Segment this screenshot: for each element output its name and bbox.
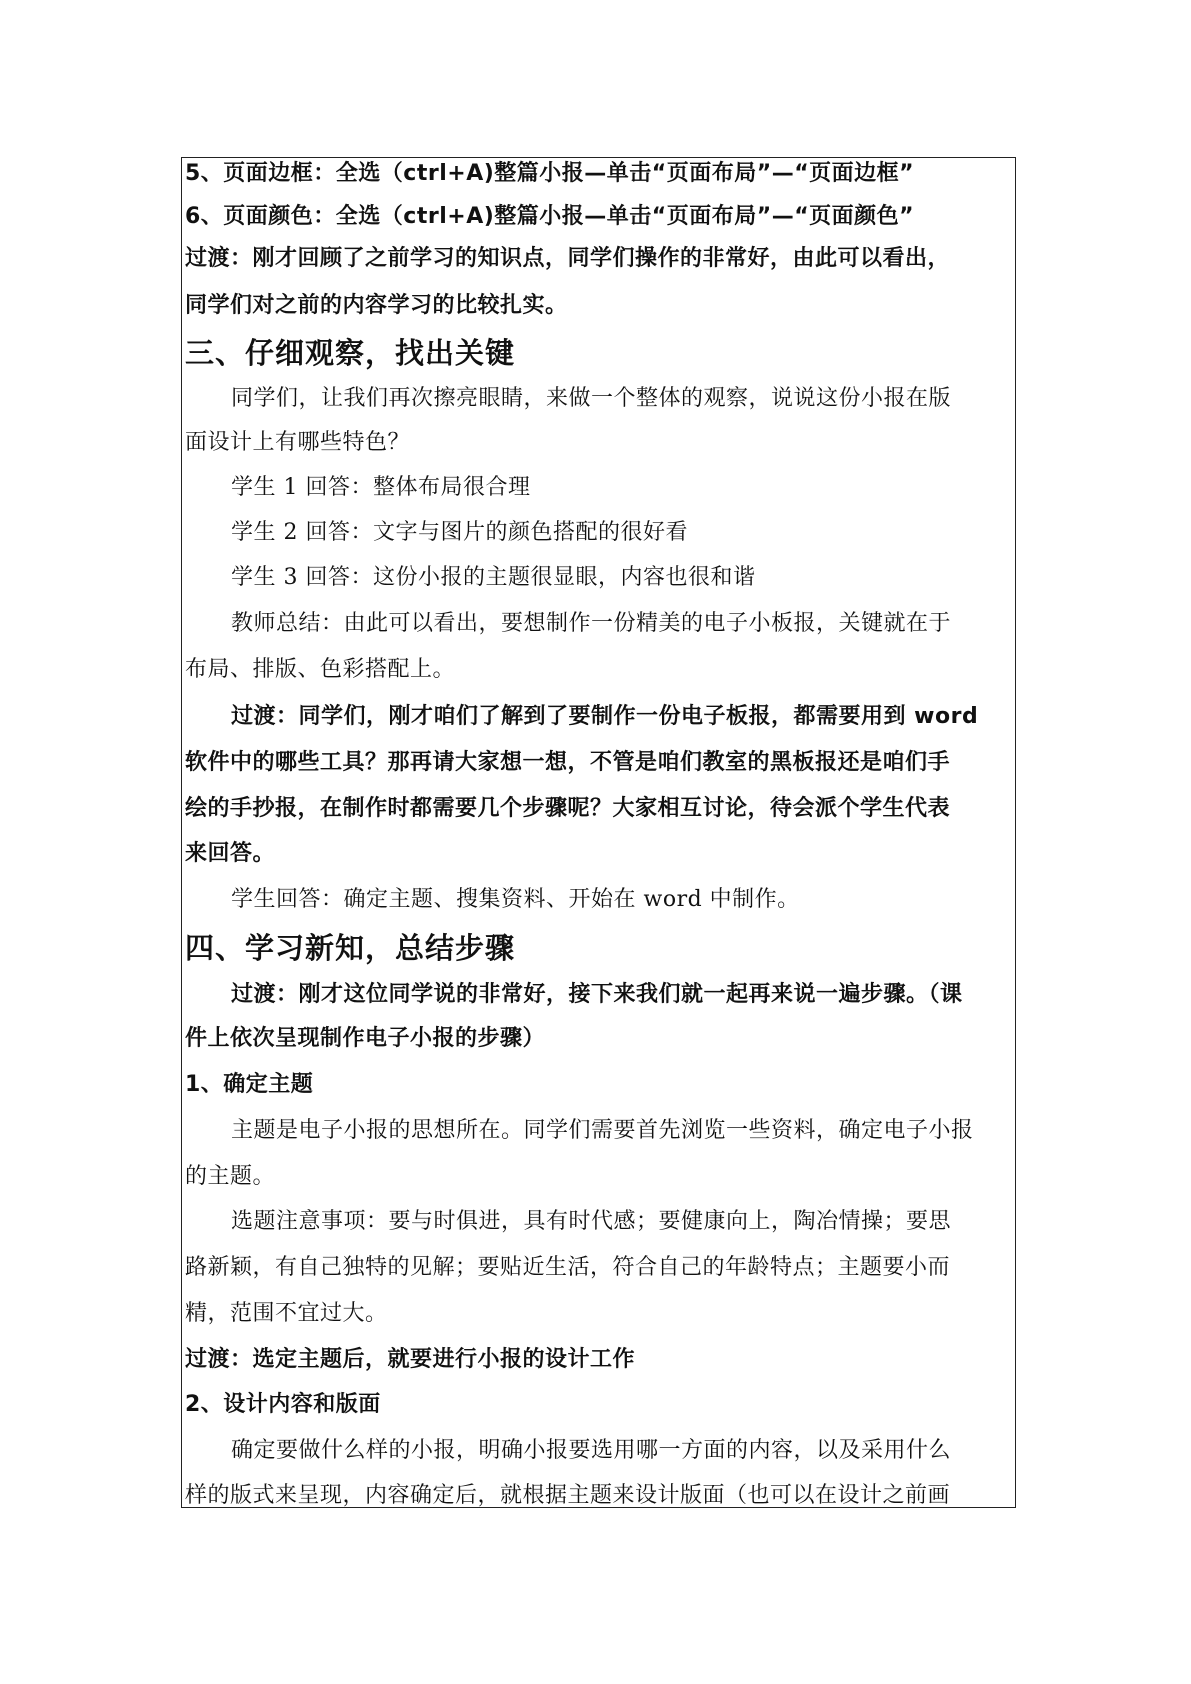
subheading-1: 1、确定主题 [185, 1072, 314, 1097]
body-paragraph-line: 主题是电子小报的思想所在。同学们需要首先浏览一些资料，确定电子小报 [231, 1118, 974, 1143]
body-paragraph-line: 样的版式来呈现，内容确定后，就根据主题来设计版面（也可以在设计之前画 [185, 1483, 951, 1508]
transition-paragraph-line: 绘的手抄报，在制作时都需要几个步骤呢？大家相互讨论，待会派个学生代表 [185, 796, 951, 821]
transition-paragraph-line: 过渡：选定主题后，就要进行小报的设计工作 [185, 1347, 636, 1372]
transition-paragraph-line: 同学们对之前的内容学习的比较扎实。 [185, 293, 568, 318]
body-paragraph-line: 确定要做什么样的小报，明确小报要选用哪一方面的内容，以及采用什么 [231, 1438, 952, 1463]
transition-paragraph-line: 软件中的哪些工具？那再请大家想一想，不管是咱们教室的黑板报还是咱们手 [185, 750, 951, 775]
body-paragraph-line: 面设计上有哪些特色？ [185, 430, 411, 455]
transition-paragraph-line: 过渡：刚才这位同学说的非常好，接下来我们就一起再来说一遍步骤。（课 [231, 982, 963, 1007]
student-answer-3: 学生 3 回答：这份小报的主题很显眼，内容也很和谐 [231, 565, 756, 590]
body-paragraph-line: 选题注意事项：要与时俱进，具有时代感；要健康向上，陶冶情操；要思 [231, 1209, 952, 1234]
body-paragraph-line: 路新颖，有自己独特的见解；要贴近生活，符合自己的年龄特点；主题要小而 [185, 1255, 951, 1280]
body-paragraph-line: 同学们，让我们再次擦亮眼睛，来做一个整体的观察，说说这份小报在版 [231, 386, 952, 411]
student-answer-2: 学生 2 回答：文字与图片的颜色搭配的很好看 [231, 520, 688, 545]
teacher-summary-line: 教师总结：由此可以看出，要想制作一份精美的电子小板报，关键就在于 [231, 611, 952, 636]
body-paragraph-line: 的主题。 [185, 1164, 276, 1189]
step-5-page-border: 5、页面边框：全选（ctrl+A)整篇小报—单击“页面布局”—“页面边框” [185, 161, 915, 186]
body-paragraph-line: 精，范围不宜过大。 [185, 1301, 388, 1326]
transition-paragraph-line: 过渡：刚才回顾了之前学习的知识点，同学们操作的非常好，由此可以看出， [185, 246, 951, 271]
subheading-2: 2、设计内容和版面 [185, 1392, 381, 1417]
transition-paragraph-line: 过渡：同学们，刚才咱们了解到了要制作一份电子板报，都需要用到 word [231, 704, 979, 729]
student-answer-1: 学生 1 回答：整体布局很合理 [231, 475, 531, 500]
transition-paragraph-line: 来回答。 [185, 841, 276, 866]
step-6-page-color: 6、页面颜色：全选（ctrl+A)整篇小报—单击“页面布局”—“页面颜色” [185, 204, 915, 229]
teacher-summary-line: 布局、排版、色彩搭配上。 [185, 657, 456, 682]
section-heading-3: 三、仔细观察，找出关键 [185, 336, 516, 370]
section-heading-4: 四、学习新知，总结步骤 [185, 931, 516, 965]
transition-paragraph-line: 件上依次呈现制作电子小报的步骤） [185, 1026, 546, 1051]
student-answer: 学生回答：确定主题、搜集资料、开始在 word 中制作。 [231, 887, 800, 912]
